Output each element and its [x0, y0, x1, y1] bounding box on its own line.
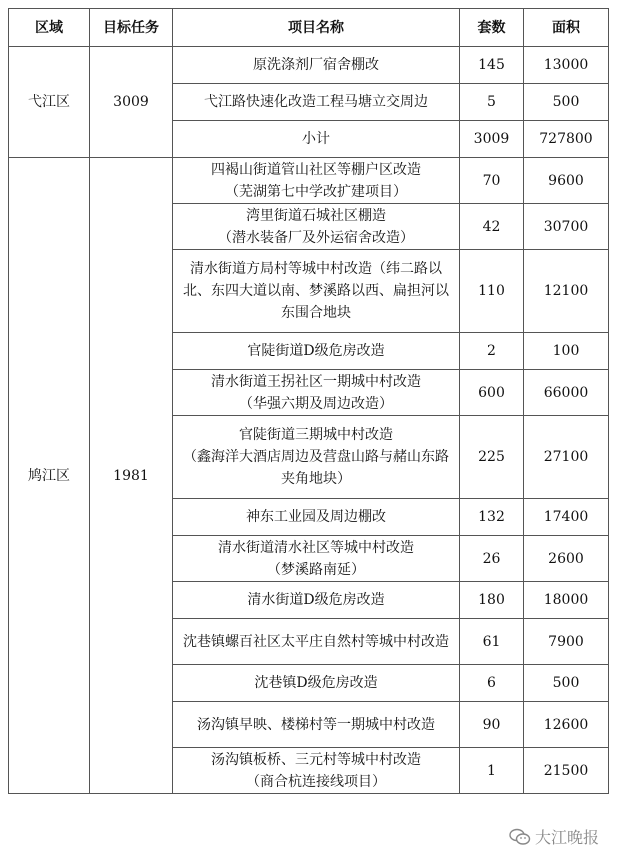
units-cell: 1 — [460, 748, 524, 794]
project-name-cell — [173, 748, 460, 794]
project-name-cell — [173, 582, 460, 619]
wechat-icon — [509, 828, 531, 846]
area-cell: 500 — [524, 84, 609, 121]
units-cell: 600 — [460, 370, 524, 416]
project-name: 官陡街道D级危房改造 — [247, 343, 385, 359]
project-note: （华强六期及周边改造） — [239, 395, 393, 412]
units-cell: 61 — [460, 619, 524, 665]
project-name: 四褐山街道管山社区等棚户区改造 — [211, 161, 421, 178]
header-project-name: 项目名称 — [173, 9, 460, 47]
project-name-cell — [173, 416, 460, 499]
project-name: 汤沟镇板桥、三元村等城中村改造 — [211, 751, 421, 768]
project-name: 湾里街道石城社区棚造 — [246, 207, 386, 224]
project-name: 官陡街道三期城中村改造 — [239, 427, 393, 443]
area-cell: 9600 — [524, 158, 609, 204]
area-cell: 12600 — [524, 702, 609, 748]
project-note: （潜水装备厂及外运宿舍改造） — [218, 229, 414, 246]
area-cell: 18000 — [524, 582, 609, 619]
project-name: 神东工业园及周边棚改 — [246, 509, 386, 525]
area-cell: 21500 — [524, 748, 609, 794]
units-cell: 90 — [460, 702, 524, 748]
units-cell: 26 — [460, 536, 524, 582]
area-cell: 13000 — [524, 47, 609, 84]
project-name-cell — [173, 250, 460, 333]
header-units: 套数 — [460, 9, 524, 47]
project-name-cell — [173, 158, 460, 204]
project-name-cell — [173, 370, 460, 416]
target-cell: 3009 — [90, 47, 173, 158]
project-note: （商合杭连接线项目） — [246, 773, 386, 790]
project-name: 清水街道清水社区等城中村改造 — [218, 539, 414, 556]
project-name: 小计 — [302, 131, 330, 147]
project-name-cell — [173, 702, 460, 748]
area-cell: 2600 — [524, 536, 609, 582]
project-note: （鑫海洋大酒店周边及营盘山路与赭山东路夹角地块） — [183, 449, 449, 487]
units-cell: 2 — [460, 333, 524, 370]
area-cell: 100 — [524, 333, 609, 370]
units-cell: 42 — [460, 204, 524, 250]
project-name: 清水街道D级危房改造 — [247, 592, 385, 608]
table-body — [9, 47, 609, 794]
project-name-cell — [173, 333, 460, 370]
project-name-cell — [173, 619, 460, 665]
units-cell: 6 — [460, 665, 524, 702]
units-cell: 225 — [460, 416, 524, 499]
project-table — [8, 8, 609, 794]
project-name-cell — [173, 204, 460, 250]
project-note: （芜湖第七中学改扩建项目） — [225, 183, 407, 200]
region-cell: 弋江区 — [9, 47, 90, 158]
area-cell: 727800 — [524, 121, 609, 158]
units-cell: 132 — [460, 499, 524, 536]
units-cell: 5 — [460, 84, 524, 121]
table-row — [9, 47, 609, 84]
project-name-cell — [173, 499, 460, 536]
project-name-cell — [173, 84, 460, 121]
watermark — [509, 825, 599, 848]
units-cell: 145 — [460, 47, 524, 84]
watermark-text: 大江晚报 — [534, 828, 599, 847]
project-name: 原洗涤剂厂宿舍棚改 — [253, 57, 379, 73]
header-target: 目标任务 — [90, 9, 173, 47]
project-name-cell — [173, 536, 460, 582]
header-area: 面积 — [524, 9, 609, 47]
area-cell: 7900 — [524, 619, 609, 665]
area-cell: 12100 — [524, 250, 609, 333]
project-name-cell — [173, 121, 460, 158]
header-region: 区域 — [9, 9, 90, 47]
project-name: 沈巷镇螺百社区太平庄自然村等城中村改造 — [183, 633, 449, 650]
project-name-cell — [173, 665, 460, 702]
target-cell: 1981 — [90, 158, 173, 794]
units-cell: 3009 — [460, 121, 524, 158]
project-name: 汤沟镇早映、楼梯村等一期城中村改造 — [197, 716, 435, 733]
area-cell: 500 — [524, 665, 609, 702]
area-cell: 30700 — [524, 204, 609, 250]
project-name: 弋江路快速化改造工程马塘立交周边 — [204, 94, 428, 110]
area-cell: 27100 — [524, 416, 609, 499]
table-row — [9, 158, 609, 204]
project-note: （梦溪路南延） — [267, 561, 365, 578]
region-cell: 鸠江区 — [9, 158, 90, 794]
area-cell: 17400 — [524, 499, 609, 536]
project-name: 清水街道王拐社区一期城中村改造 — [211, 373, 421, 390]
project-name-cell — [173, 47, 460, 84]
units-cell: 110 — [460, 250, 524, 333]
project-name: 沈巷镇D级危房改造 — [254, 675, 378, 691]
area-cell: 66000 — [524, 370, 609, 416]
units-cell: 70 — [460, 158, 524, 204]
units-cell: 180 — [460, 582, 524, 619]
header-row — [9, 9, 609, 47]
project-name: 清水街道方局村等城中村改造（纬二路以北、东四大道以南、梦溪路以西、扁担河以东围合地块 — [183, 261, 449, 321]
